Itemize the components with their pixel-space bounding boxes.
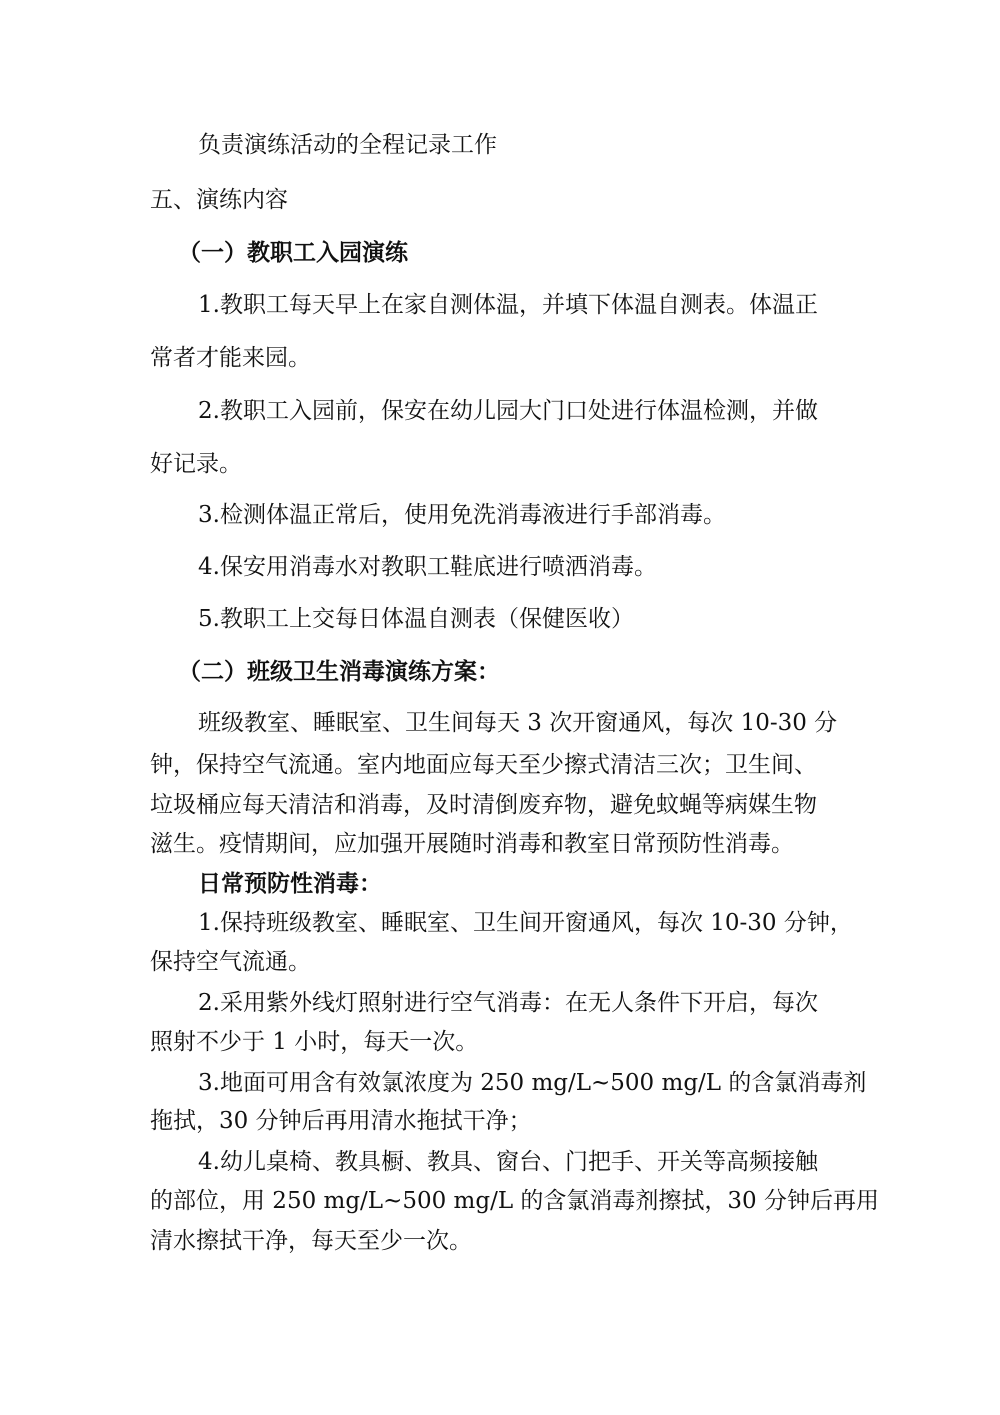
part1-item-1-line-1: 1.教职工每天早上在家自测体温，并填下体温自测表。体温正	[198, 292, 818, 318]
part2-item-3-line-1: 3.地面可用含有效氯浓度为 250 mg/L~500 mg/L 的含氯消毒剂	[198, 1070, 867, 1096]
part1-item-2-line-2: 好记录。	[150, 451, 242, 477]
part1-heading: （一）教职工入园演练	[178, 240, 408, 266]
part2-heading: （二）班级卫生消毒演练方案：	[178, 659, 500, 685]
part1-item-5: 5.教职工上交每日体温自测表（保健医收）	[198, 606, 634, 632]
part2-item-4-line-2: 的部位，用 250 mg/L~500 mg/L 的含氯消毒剂擦拭，30 分钟后再用	[150, 1188, 880, 1214]
part2-paragraph-line-2: 钟，保持空气流通。室内地面应每天至少擦式清洁三次；卫生间、	[150, 752, 817, 778]
part2-paragraph-line-3: 垃圾桶应每天清洁和消毒，及时清倒废弃物，避免蚊蝇等病媒生物	[150, 792, 817, 818]
part1-item-1-line-2: 常者才能来园。	[150, 345, 311, 371]
part2-item-4-line-1: 4.幼儿桌椅、教具橱、教具、窗台、门把手、开关等高频接触	[198, 1149, 818, 1175]
part2-item-3-line-2: 拖拭，30 分钟后再用清水拖拭干净；	[150, 1108, 532, 1134]
section-heading: 五、演练内容	[150, 187, 288, 213]
part2-item-4-line-3: 清水擦拭干净，每天至少一次。	[150, 1228, 472, 1254]
part1-item-2-line-1: 2.教职工入园前，保安在幼儿园大门口处进行体温检测，并做	[198, 398, 818, 424]
part2-subheading: 日常预防性消毒：	[198, 871, 382, 897]
part2-item-2-line-1: 2.采用紫外线灯照射进行空气消毒：在无人条件下开启，每次	[198, 990, 818, 1016]
part1-item-3: 3.检测体温正常后，使用免洗消毒液进行手部消毒。	[198, 502, 726, 528]
part2-item-1-line-1: 1.保持班级教室、睡眠室、卫生间开窗通风，每次 10-30 分钟，	[198, 910, 853, 936]
intro-line: 负责演练活动的全程记录工作	[198, 132, 497, 158]
part1-item-4: 4.保安用消毒水对教职工鞋底进行喷洒消毒。	[198, 554, 657, 580]
part2-paragraph-line-4: 滋生。疫情期间，应加强开展随时消毒和教室日常预防性消毒。	[150, 831, 794, 857]
part2-paragraph-line-1: 班级教室、睡眠室、卫生间每天 3 次开窗通风，每次 10-30 分	[198, 710, 838, 736]
part2-item-1-line-2: 保持空气流通。	[150, 949, 311, 975]
part2-item-2-line-2: 照射不少于 1 小时，每天一次。	[150, 1029, 479, 1055]
